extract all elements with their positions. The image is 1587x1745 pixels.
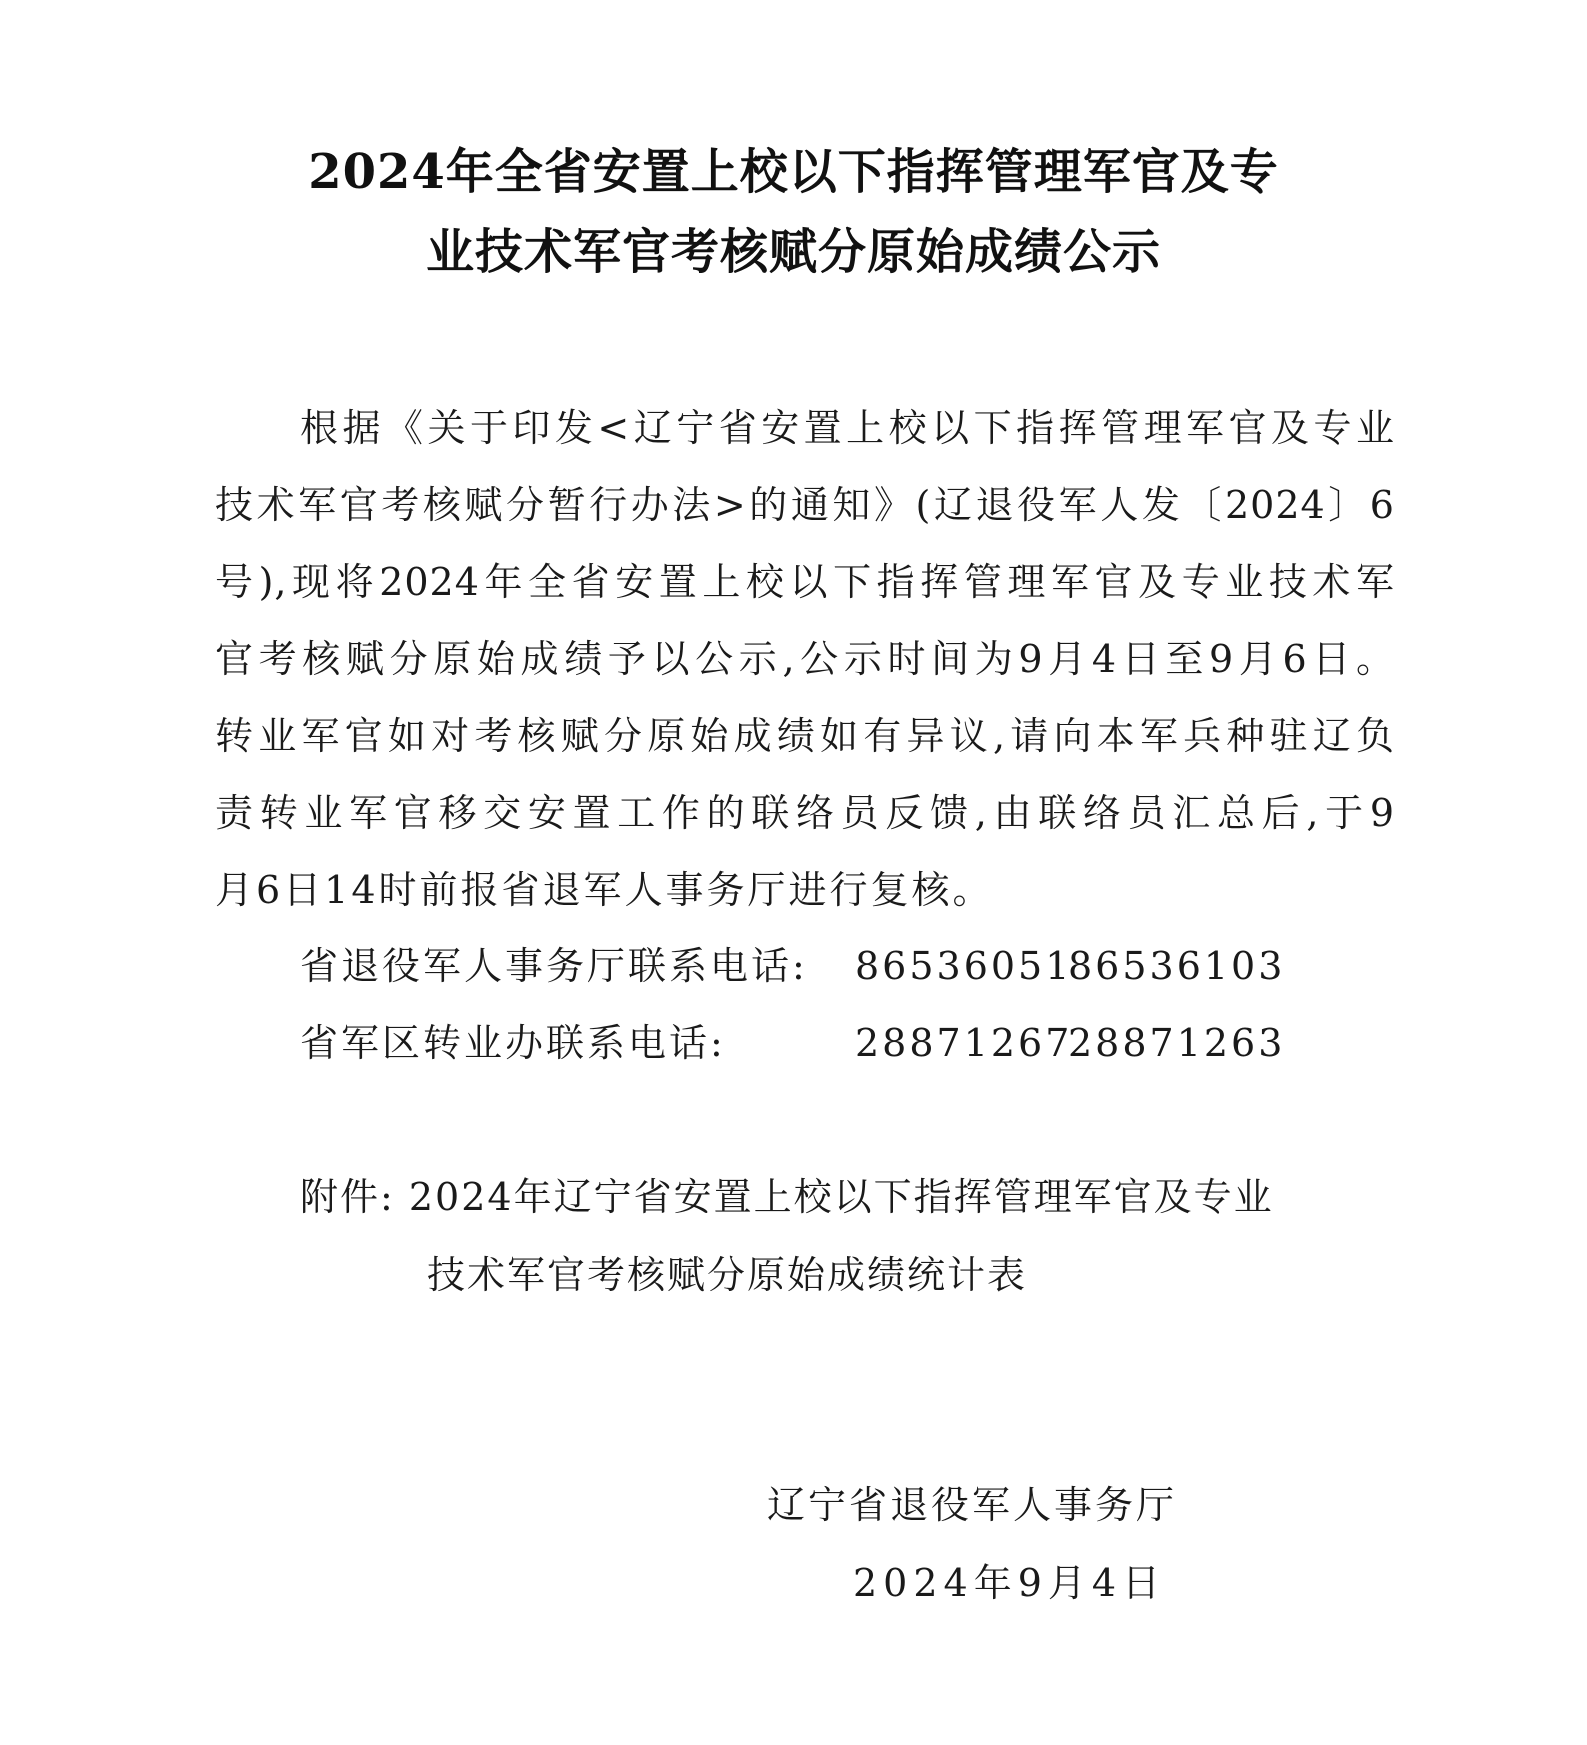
contact-phone: 28871267 (855, 1021, 1073, 1065)
signature-date: 2024年9月4日 (853, 1561, 1167, 1605)
contact-phone: 86536051 (855, 944, 1073, 988)
body-paragraph-line: 官考核赋分原始成绩予以公示,公示时间为9月4日至9月6日。 (215, 637, 1395, 681)
body-paragraph-line: 转业军官如对考核赋分原始成绩如有异议,请向本军兵种驻辽负 (215, 714, 1395, 758)
contact-phone: 86536103 (1068, 944, 1286, 988)
body-paragraph-line: 责转业军官移交安置工作的联络员反馈,由联络员汇总后,于9 (215, 791, 1395, 835)
contact-row-veterans-affairs (300, 943, 1300, 989)
contact-label: 省退役军人事务厅联系电话: (300, 944, 808, 988)
body-paragraph-line: 根据《关于印发<辽宁省安置上校以下指挥管理军官及专业 (300, 406, 1395, 450)
attachment-line-1: 附件: 2024年辽宁省安置上校以下指挥管理军官及专业 (300, 1175, 1274, 1219)
document-title-line-1: 2024年全省安置上校以下指挥管理军官及专 (308, 144, 1279, 200)
contact-phone: 28871263 (1068, 1021, 1286, 1065)
contact-row-military-district (300, 1020, 1300, 1066)
document-title-line-2: 业技术军官考核赋分原始成绩公示 (425, 224, 1161, 280)
body-paragraph-line: 技术军官考核赋分暂行办法>的通知》(辽退役军人发〔2024〕6 (215, 483, 1395, 527)
body-paragraph-line: 月6日14时前报省退军人事务厅进行复核。 (215, 868, 994, 912)
contact-label: 省军区转业办联系电话: (300, 1021, 726, 1065)
attachment-line-2: 技术军官考核赋分原始成绩统计表 (427, 1253, 1028, 1297)
body-paragraph-line: 号),现将2024年全省安置上校以下指挥管理军官及专业技术军 (215, 560, 1395, 604)
signature-organization: 辽宁省退役军人事务厅 (767, 1483, 1178, 1527)
